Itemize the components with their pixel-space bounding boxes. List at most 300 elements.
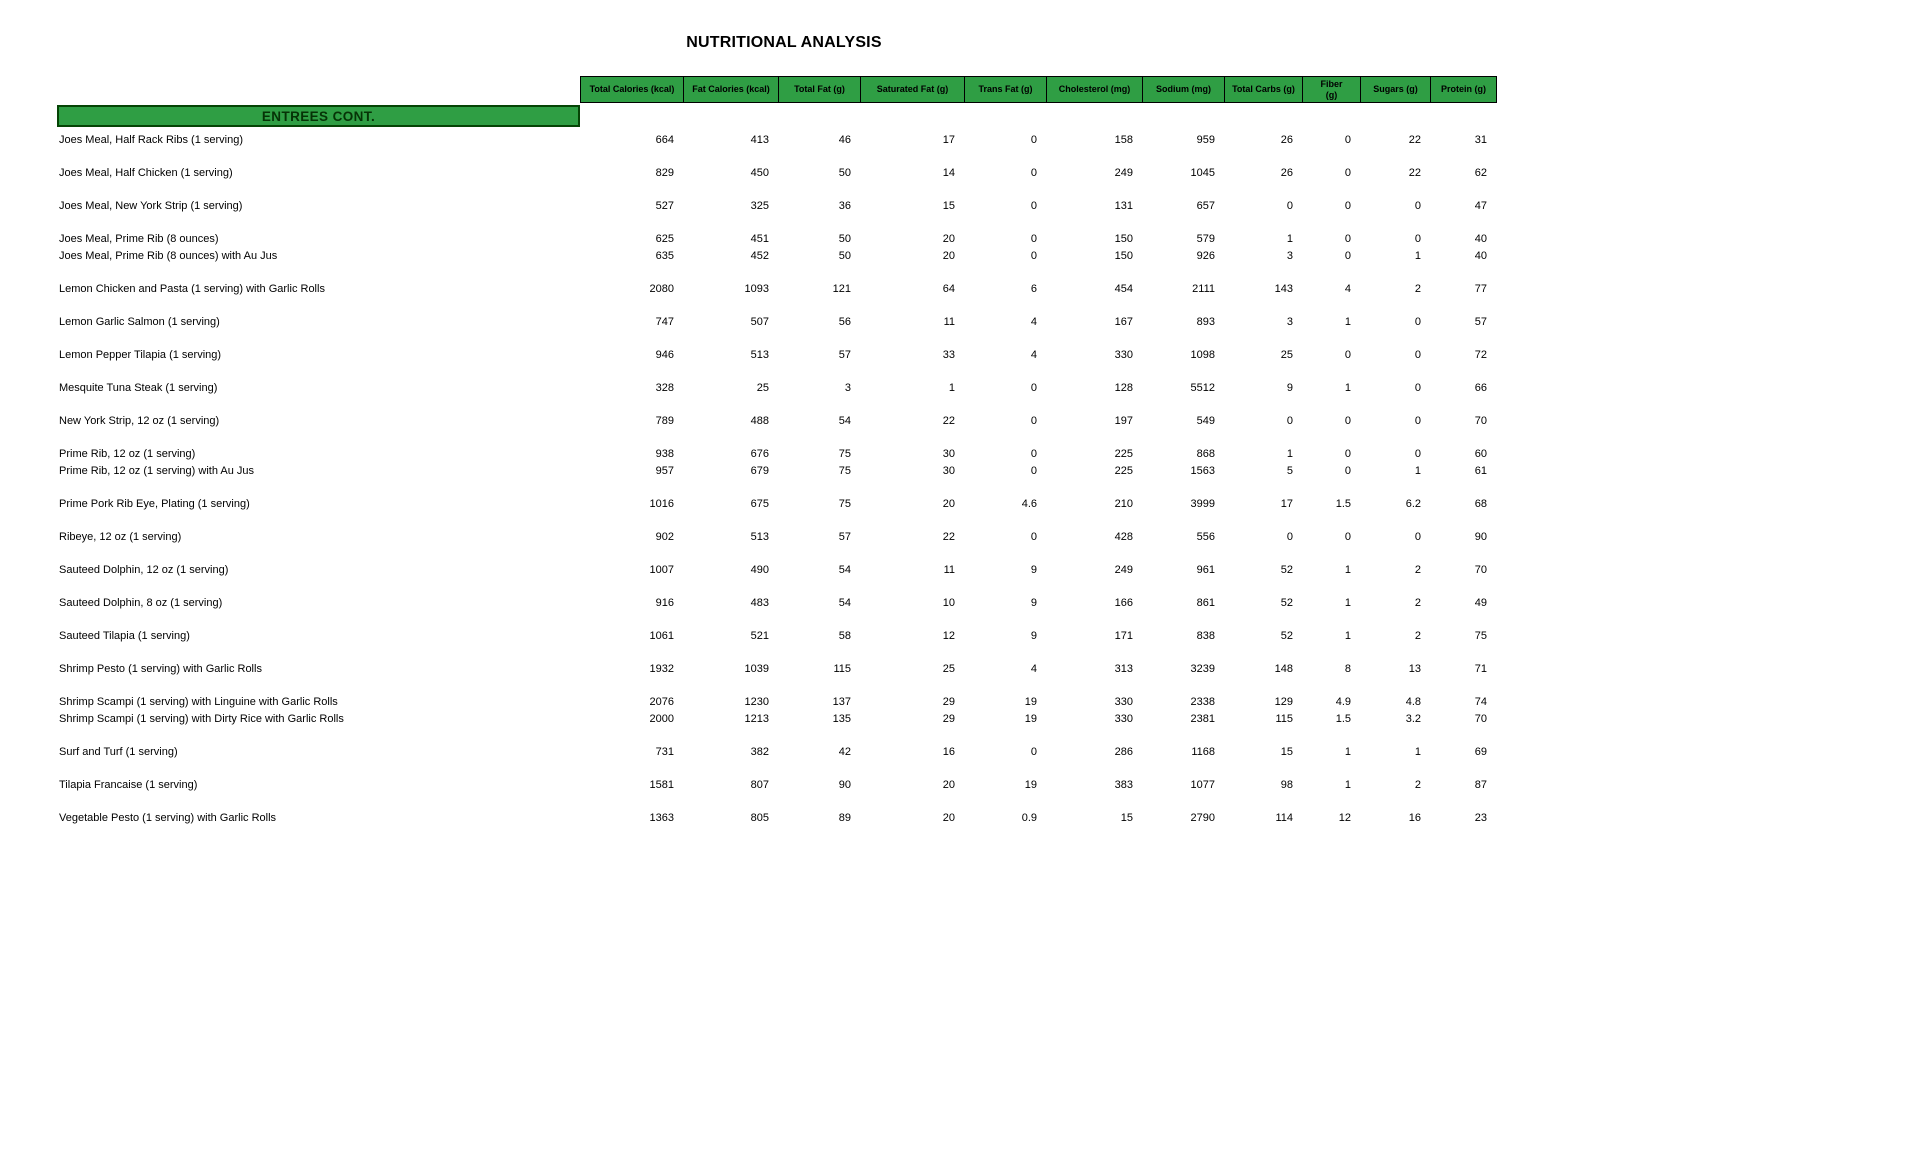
table-row [57,810,1497,827]
cell-value: 0 [1030,448,1037,460]
cell-value: 0 [1344,250,1351,262]
cell-value: 20 [942,812,955,824]
cell-value: 0 [1030,465,1037,477]
cell-value: 210 [1114,498,1133,510]
cell-value: 70 [1474,415,1487,427]
cell-value: 961 [1196,564,1215,576]
row-group [57,628,1497,645]
cell-value: 0 [1344,415,1351,427]
table-row [57,413,1497,430]
cell-value: 1 [1344,316,1351,328]
cell-value: 58 [838,630,851,642]
cell-value: 0 [1414,531,1421,543]
cell-value: 413 [750,134,769,146]
cell-value: 12 [1338,812,1351,824]
cell-value: 1230 [744,696,769,708]
row-group [57,694,1497,728]
cell-value: 158 [1114,134,1133,146]
cell-value: 2 [1414,283,1421,295]
cell-value: 89 [838,812,851,824]
cell-value: 40 [1474,250,1487,262]
row-group [57,446,1497,480]
cell-value: 2080 [649,283,674,295]
row-label: Sauteed Dolphin, 12 oz (1 serving) [59,564,229,576]
cell-value: 3 [844,382,851,394]
cell-value: 12 [942,630,955,642]
cell-value: 128 [1114,382,1133,394]
cell-value: 9 [1286,382,1293,394]
cell-value: 1045 [1190,167,1215,179]
cell-value: 17 [1280,498,1293,510]
cell-value: 23 [1474,812,1487,824]
cell-value: 2 [1414,779,1421,791]
row-label: Mesquite Tuna Steak (1 serving) [59,382,218,394]
column-header-cholesterol-mg: Cholesterol (mg) [1047,76,1143,103]
column-header-trans-fat-g: Trans Fat (g) [965,76,1047,103]
cell-value: 1213 [744,713,769,725]
cell-value: 428 [1114,531,1133,543]
cell-value: 9 [1030,564,1037,576]
cell-value: 556 [1196,531,1215,543]
cell-value: 135 [832,713,851,725]
cell-value: 328 [655,382,674,394]
cell-value: 2 [1414,630,1421,642]
cell-value: 114 [1275,812,1293,824]
cell-value: 249 [1114,167,1133,179]
table-row [57,744,1497,761]
cell-value: 15 [1280,746,1293,758]
cell-value: 0 [1414,349,1421,361]
cell-value: 68 [1474,498,1487,510]
cell-value: 13 [1408,663,1421,675]
cell-value: 69 [1474,746,1487,758]
cell-value: 0.9 [1021,812,1037,824]
cell-value: 868 [1196,448,1215,460]
cell-value: 26 [1280,134,1293,146]
cell-value: 807 [750,779,769,791]
cell-value: 2 [1414,597,1421,609]
row-group [57,744,1497,761]
cell-value: 0 [1414,316,1421,328]
cell-value: 26 [1280,167,1293,179]
cell-value: 60 [1474,448,1487,460]
cell-value: 625 [655,233,674,245]
cell-value: 330 [1114,349,1133,361]
cell-value: 4 [1030,349,1037,361]
cell-value: 0 [1414,448,1421,460]
cell-value: 3 [1286,316,1293,328]
cell-value: 507 [750,316,769,328]
cell-value: 11 [943,316,955,328]
cell-value: 71 [1474,663,1487,675]
cell-value: 72 [1474,349,1487,361]
cell-value: 3239 [1190,663,1215,675]
row-group [57,165,1497,182]
cell-value: 6 [1030,283,1037,295]
row-label: Shrimp Scampi (1 serving) with Linguine with Garlic Rolls [59,696,338,708]
cell-value: 19 [1024,696,1037,708]
cell-value: 74 [1474,696,1487,708]
table-header-row [57,76,1497,103]
column-header-sodium-mg: Sodium (mg) [1143,76,1225,103]
cell-value: 22 [942,531,955,543]
cell-value: 225 [1114,465,1133,477]
cell-value: 805 [750,812,769,824]
cell-value: 838 [1196,630,1215,642]
column-header-fat-calories-kcal: Fat Calories (kcal) [684,76,779,103]
cell-value: 1 [1414,465,1421,477]
column-header-saturated-fat-g: Saturated Fat (g) [861,76,965,103]
row-label: Lemon Chicken and Pasta (1 serving) with Garlic Rolls [59,283,325,295]
cell-value: 450 [750,167,769,179]
cell-value: 0 [1344,200,1351,212]
table-row [57,132,1497,149]
row-label: Joes Meal, Prime Rib (8 ounces) with Au Jus [59,250,278,262]
cell-value: 664 [655,134,674,146]
cell-value: 1581 [649,779,674,791]
cell-value: 0 [1030,415,1037,427]
cell-value: 50 [838,167,851,179]
page-title: NUTRITIONAL ANALYSIS [686,34,882,51]
cell-value: 19 [1024,779,1037,791]
table-row [57,661,1497,678]
cell-value: 1093 [744,283,769,295]
cell-value: 167 [1114,316,1133,328]
cell-value: 9 [1030,630,1037,642]
cell-value: 938 [655,448,674,460]
row-label: New York Strip, 12 oz (1 serving) [59,415,220,427]
cell-value: 861 [1196,597,1215,609]
cell-value: 0 [1030,200,1037,212]
cell-value: 15 [1120,812,1133,824]
cell-value: 957 [655,465,674,477]
cell-value: 150 [1114,233,1133,245]
cell-value: 52 [1280,564,1293,576]
table-row [57,314,1497,331]
cell-value: 52 [1280,597,1293,609]
table-row [57,694,1497,711]
table-row [57,595,1497,612]
cell-value: 30 [942,448,955,460]
cell-value: 490 [750,564,769,576]
cell-value: 22 [1408,167,1421,179]
cell-value: 1077 [1190,779,1215,791]
row-label: Joes Meal, Half Rack Ribs (1 serving) [59,134,244,146]
cell-value: 452 [750,250,769,262]
cell-value: 46 [838,134,851,146]
cell-value: 57 [1474,316,1487,328]
row-label: Prime Rib, 12 oz (1 serving) with Au Jus [59,465,255,477]
table-row [57,347,1497,364]
cell-value: 70 [1474,564,1487,576]
cell-value: 959 [1196,134,1215,146]
cell-value: 2111 [1192,283,1215,295]
cell-value: 36 [838,200,851,212]
table-row [57,380,1497,397]
cell-value: 0 [1344,465,1351,477]
cell-value: 2338 [1190,696,1215,708]
cell-value: 1007 [649,564,674,576]
cell-value: 0 [1344,233,1351,245]
cell-value: 17 [942,134,955,146]
row-label: Ribeye, 12 oz (1 serving) [59,531,182,543]
cell-value: 75 [838,448,851,460]
cell-value: 1 [1286,233,1293,245]
cell-value: 197 [1114,415,1133,427]
cell-value: 50 [838,233,851,245]
cell-value: 4.9 [1335,696,1351,708]
cell-value: 1 [1344,564,1351,576]
cell-value: 579 [1196,233,1215,245]
cell-value: 121 [832,283,851,295]
column-header-fiber-g [1303,76,1361,103]
cell-value: 513 [750,531,769,543]
row-group [57,132,1497,149]
cell-value: 0 [1286,200,1293,212]
cell-value: 1.5 [1335,713,1351,725]
row-group [57,595,1497,612]
cell-value: 70 [1474,713,1487,725]
cell-value: 513 [750,349,769,361]
cell-value: 829 [655,167,674,179]
row-label: Joes Meal, New York Strip (1 serving) [59,200,243,212]
cell-value: 22 [1408,134,1421,146]
row-label: Sauteed Dolphin, 8 oz (1 serving) [59,597,223,609]
header-name-spacer [57,76,580,103]
cell-value: 286 [1114,746,1133,758]
cell-value: 0 [1414,382,1421,394]
cell-value: 52 [1280,630,1293,642]
cell-value: 521 [750,630,769,642]
cell-value: 25 [756,382,769,394]
cell-value: 115 [833,663,851,675]
cell-value: 98 [1280,779,1293,791]
cell-value: 3.2 [1405,713,1421,725]
cell-value: 0 [1286,531,1293,543]
cell-value: 330 [1114,713,1133,725]
cell-value: 54 [838,597,851,609]
table-row [57,529,1497,546]
table-row [57,496,1497,513]
cell-value: 0 [1030,531,1037,543]
column-header-total-calories-kcal: Total Calories (kcal) [580,76,684,103]
row-group [57,314,1497,331]
row-label: Shrimp Scampi (1 serving) with Dirty Rice with Garlic Rolls [59,713,344,725]
cell-value: 33 [942,349,955,361]
cell-value: 1363 [649,812,674,824]
cell-value: 0 [1344,349,1351,361]
cell-value: 15 [942,200,955,212]
cell-value: 6.2 [1405,498,1421,510]
cell-value: 5 [1286,465,1293,477]
table-row [57,628,1497,645]
cell-value: 1016 [649,498,674,510]
row-group [57,198,1497,215]
cell-value: 77 [1474,283,1487,295]
cell-value: 57 [838,531,851,543]
table-body [57,132,1497,827]
cell-value: 29 [942,696,955,708]
cell-value: 75 [1474,630,1487,642]
cell-value: 1 [1344,382,1351,394]
cell-value: 902 [655,531,674,543]
column-header-label-line: (g) [1325,89,1338,100]
row-group [57,562,1497,579]
cell-value: 1098 [1190,349,1215,361]
cell-value: 64 [942,283,955,295]
cell-value: 8 [1344,663,1351,675]
cell-value: 2381 [1190,713,1215,725]
cell-value: 4 [1030,316,1037,328]
cell-value: 11 [943,564,955,576]
section-header-label: ENTREES CONT. [261,108,376,124]
cell-value: 166 [1114,597,1133,609]
cell-value: 313 [1114,663,1133,675]
row-label: Joes Meal, Prime Rib (8 ounces) [59,233,219,245]
cell-value: 527 [655,200,674,212]
cell-value: 1039 [744,663,769,675]
cell-value: 1 [1414,250,1421,262]
cell-value: 893 [1196,316,1215,328]
column-header-protein-g: Protein (g) [1431,76,1497,103]
cell-value: 9 [1030,597,1037,609]
row-group [57,231,1497,265]
row-group [57,529,1497,546]
row-group [57,413,1497,430]
cell-value: 19 [1024,713,1037,725]
cell-value: 56 [838,316,851,328]
cell-value: 4.6 [1021,498,1037,510]
cell-value: 454 [1114,283,1133,295]
cell-value: 382 [750,746,769,758]
cell-value: 325 [750,200,769,212]
cell-value: 1 [1344,630,1351,642]
column-header-label-line: Fiber [1320,79,1343,90]
column-header-total-fat-g: Total Fat (g) [779,76,861,103]
cell-value: 1 [1344,597,1351,609]
cell-value: 0 [1344,167,1351,179]
cell-value: 20 [942,779,955,791]
table-row [57,562,1497,579]
cell-value: 4.8 [1405,696,1421,708]
cell-value: 75 [838,465,851,477]
cell-value: 4 [1030,663,1037,675]
table-row [57,777,1497,794]
row-label: Surf and Turf (1 serving) [59,746,178,758]
cell-value: 383 [1114,779,1133,791]
cell-value: 225 [1114,448,1133,460]
cell-value: 1932 [649,663,674,675]
cell-value: 2 [1414,564,1421,576]
row-label: Joes Meal, Half Chicken (1 serving) [59,167,233,179]
cell-value: 31 [1474,134,1487,146]
row-label: Tilapia Francaise (1 serving) [59,779,198,791]
cell-value: 87 [1474,779,1487,791]
cell-value: 0 [1344,134,1351,146]
cell-value: 0 [1414,200,1421,212]
row-group [57,777,1497,794]
cell-value: 57 [838,349,851,361]
cell-value: 171 [1114,630,1133,642]
table-row [57,463,1497,480]
cell-value: 0 [1030,382,1037,394]
row-group [57,661,1497,678]
row-label: Lemon Pepper Tilapia (1 serving) [59,349,222,361]
cell-value: 66 [1474,382,1487,394]
cell-value: 1168 [1191,746,1215,758]
row-group [57,281,1497,298]
row-group [57,380,1497,397]
cell-value: 22 [942,415,955,427]
cell-value: 1 [1344,746,1351,758]
cell-value: 20 [942,233,955,245]
cell-value: 14 [942,167,955,179]
cell-value: 3999 [1190,498,1215,510]
cell-value: 150 [1114,250,1133,262]
cell-value: 635 [655,250,674,262]
cell-value: 916 [655,597,674,609]
cell-value: 3 [1286,250,1293,262]
cell-value: 0 [1286,415,1293,427]
cell-value: 0 [1030,250,1037,262]
cell-value: 20 [942,498,955,510]
cell-value: 49 [1474,597,1487,609]
cell-value: 10 [942,597,955,609]
table-row [57,281,1497,298]
cell-value: 2076 [649,696,674,708]
cell-value: 90 [838,779,851,791]
row-label: Lemon Garlic Salmon (1 serving) [59,316,220,328]
cell-value: 137 [832,696,851,708]
cell-value: 0 [1030,746,1037,758]
cell-value: 747 [655,316,674,328]
row-label: Vegetable Pesto (1 serving) with Garlic Rolls [59,812,277,824]
table-row [57,711,1497,728]
cell-value: 4 [1344,283,1351,295]
table-row [57,248,1497,265]
cell-value: 549 [1196,415,1215,427]
cell-value: 30 [942,465,955,477]
cell-value: 1 [1286,448,1293,460]
cell-value: 40 [1474,233,1487,245]
cell-value: 731 [655,746,674,758]
cell-value: 1 [1414,746,1421,758]
cell-value: 90 [1474,531,1487,543]
row-group [57,347,1497,364]
cell-value: 0 [1414,415,1421,427]
cell-value: 675 [750,498,769,510]
cell-value: 2790 [1190,812,1215,824]
cell-value: 330 [1114,696,1133,708]
row-label: Prime Rib, 12 oz (1 serving) [59,448,196,460]
cell-value: 54 [838,564,851,576]
cell-value: 47 [1474,200,1487,212]
cell-value: 62 [1474,167,1487,179]
cell-value: 1061 [649,630,674,642]
row-label: Sauteed Tilapia (1 serving) [59,630,190,642]
cell-value: 1 [948,382,955,394]
cell-value: 148 [1274,663,1293,675]
cell-value: 451 [750,233,769,245]
cell-value: 143 [1274,283,1293,295]
cell-value: 75 [838,498,851,510]
cell-value: 926 [1196,250,1215,262]
cell-value: 50 [838,250,851,262]
column-header-total-carbs-g: Total Carbs (g) [1225,76,1303,103]
cell-value: 129 [1274,696,1293,708]
cell-value: 657 [1196,200,1215,212]
cell-value: 679 [750,465,769,477]
